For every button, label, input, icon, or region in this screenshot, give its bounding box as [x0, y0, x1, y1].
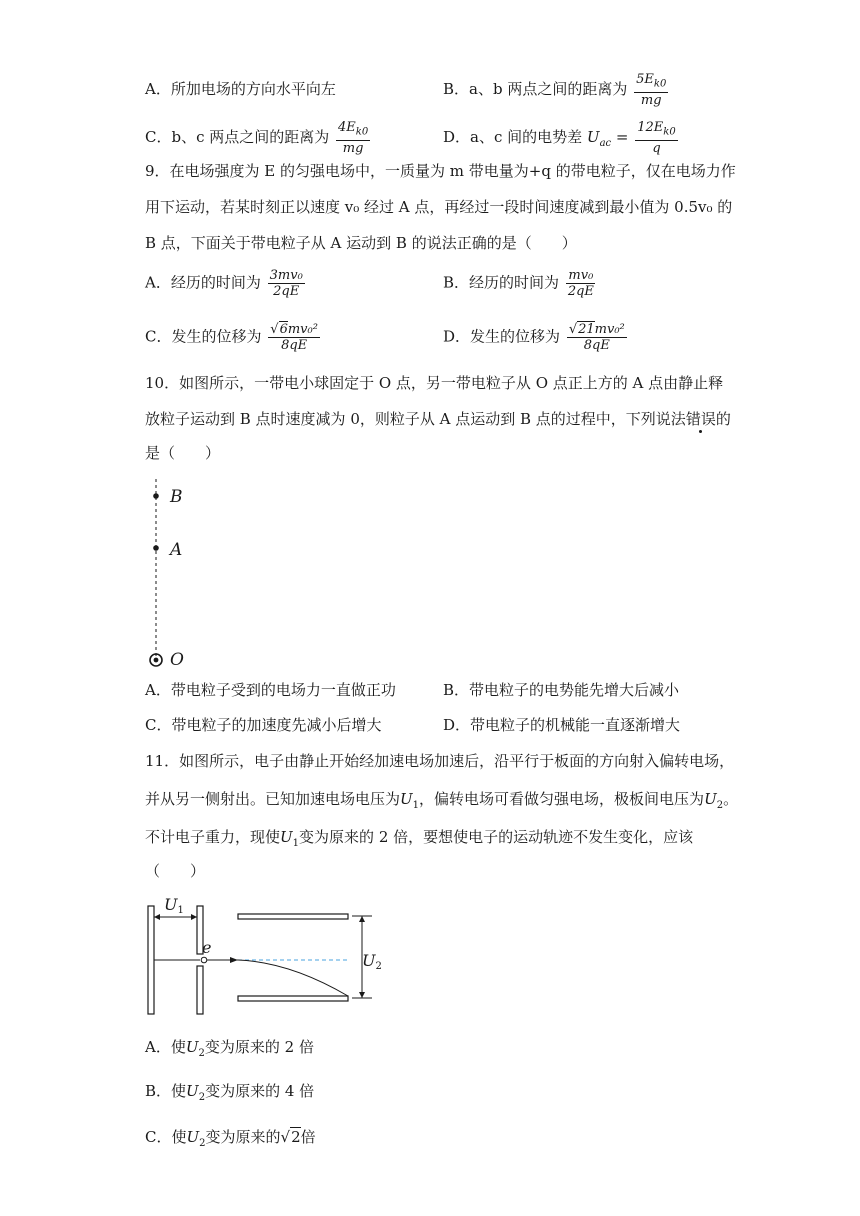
q11-u2-symbol: U: [704, 790, 717, 808]
q11-deflected-trajectory: [238, 960, 348, 996]
q11-line2-a: 并从另一侧射出。已知加速电场电压为: [145, 790, 401, 808]
q9-option-a: [145, 268, 307, 299]
q11-u2-sub: 2: [716, 800, 724, 811]
q11-b-prefix: B．使: [145, 1082, 187, 1100]
q11-stem-line-1: 11．如图所示，电子由静止开始经加速电场加速后，沿平行于板面的方向射入偏转电场，: [145, 752, 735, 770]
q8-option-c-fraction: [336, 120, 370, 156]
q11-fig-u2: U2: [362, 951, 382, 972]
q10-option-d: D．带电粒子的机械能一直逐渐增大: [443, 716, 681, 734]
q10-option-b: B．带电粒子的电势能先增大后减小: [443, 681, 680, 699]
q9-option-c-text: C．发生的位移为: [145, 327, 262, 346]
q11-stem-line-3: [145, 826, 693, 855]
q10-point-a: [153, 545, 159, 551]
q11-a-suffix: 变为原来的 2 倍: [204, 1038, 314, 1056]
q8-option-d-text: D．a、c 间的电势差: [443, 127, 583, 146]
q8-option-c-text: C．b、c 两点之间的距离为: [145, 127, 330, 146]
q11-deflection-upper-plate: [238, 914, 348, 919]
q10-stem-line-1: 10．如图所示，一带电小球固定于 O 点，另一带电粒子从 O 点正上方的 A 点由静止释: [145, 374, 724, 392]
q10-label-a: A: [170, 540, 183, 560]
q10-option-a: A．带电粒子受到的电场力一直做正功: [145, 681, 396, 699]
q8-d-den: q: [652, 140, 661, 156]
q8-option-d: [443, 120, 680, 156]
q10-point-b: [153, 493, 159, 499]
q11-line3-a: 不计电子重力，现使: [145, 828, 281, 846]
q11-option-b: [145, 1080, 314, 1109]
q9-c-den: 8qE: [281, 338, 308, 353]
q11-u2-arrow-top: [359, 916, 365, 922]
q9-option-c-fraction: $\frac{\text{√6mv₀²}}{8qE}$: [270, 322, 318, 353]
q11-a-u-sub: 2: [198, 1048, 205, 1059]
q8-d-num: 12E: [637, 120, 664, 135]
q11-b-suffix: 变为原来的 4 倍: [205, 1082, 315, 1100]
q10-label-o: O: [170, 650, 184, 670]
q11-c-root: 2: [291, 1128, 301, 1146]
q11-u1-arrow-left: [154, 914, 160, 920]
q10-charge-o-core: [154, 658, 159, 663]
q11-stem-line-4: （ ）: [145, 862, 206, 880]
q9-option-c: [145, 322, 322, 353]
q11-u1-sub-2: 1: [292, 838, 300, 849]
q11-c-u: U: [186, 1128, 200, 1146]
q8-d-num-sub: k0: [663, 126, 676, 138]
q9-a-num: 3mv₀: [269, 268, 303, 283]
q9-option-a-text: A．经历的时间为: [145, 273, 261, 292]
q9-option-a-fraction: [268, 268, 305, 299]
q8-d-equals: =: [611, 127, 634, 146]
q8-option-a: [145, 78, 336, 100]
q8-c-den: mg: [342, 140, 364, 156]
q11-line2-c: 。: [723, 790, 739, 808]
q8-option-d-fraction: [635, 120, 677, 156]
q11-u1-arrow-right: [191, 914, 197, 920]
q8-c-num-sub: k0: [355, 126, 369, 138]
q9-option-b-text: B．经历的时间为: [443, 273, 560, 292]
q8-option-a-text: A．所加电场的方向水平向左: [145, 80, 336, 98]
q11-beam-arrow: [230, 957, 238, 963]
q11-anode-lower: [197, 966, 203, 1014]
q11-deflection-lower-plate: [238, 996, 348, 1001]
q11-figure: [140, 892, 390, 1022]
q9-b-den: 2qE: [567, 284, 594, 299]
q9-stem-line-2: 用下运动，若某时刻正以速度 v₀ 经过 A 点，再经过一段时间速度减到最小值为 0.5v₀ 的: [145, 198, 733, 216]
q8-b-num-sub: k0: [653, 78, 667, 90]
q11-cathode-plate: [148, 906, 154, 1014]
q9-option-b: [443, 268, 598, 299]
q8-option-b-fraction: [634, 72, 668, 108]
q10-line2-c: 的: [715, 410, 731, 428]
q8-option-b-text: B．a、b 两点之间的距离为: [443, 79, 628, 98]
q10-line2-a: 放粒子运动到 B 点时速度减为 0，则粒子从 A 点运动到 B 点的过程中，下列说法: [145, 410, 686, 428]
q9-stem-line-3: B 点，下面关于带电粒子从 A 运动到 B 的说法正确的是（ ）: [145, 234, 577, 252]
q9-option-b-fraction: [566, 268, 596, 299]
q9-b-num: mv₀: [568, 268, 594, 283]
q10-stem-line-3: 是（ ）: [145, 444, 221, 462]
q11-a-u: U: [185, 1038, 199, 1056]
q8-option-b: [443, 72, 670, 108]
q8-d-symbol-sub: ac: [599, 137, 612, 149]
q9-option-d-fraction: $\frac{\text{√21mv₀²}}{8qE}$: [568, 322, 625, 353]
q9-stem-line-1: 9．在电场强度为 E 的匀强电场中，一质量为 m 带电量为+q 的带电粒子，仅在电场力作: [145, 162, 736, 180]
q11-fig-e: e: [202, 938, 212, 957]
q8-b-den: mg: [640, 92, 662, 108]
q8-option-c: [145, 120, 372, 156]
q11-option-a: [145, 1036, 314, 1065]
q10-label-b: B: [170, 487, 183, 507]
q11-option-c: C．使$U_2$变为原来的√2倍: [145, 1128, 316, 1149]
q11-u1-symbol-2: U: [280, 828, 293, 846]
q9-d-den: 8qE: [583, 338, 610, 353]
q10-emphasis-wrong: 错误: [685, 410, 716, 428]
q11-fig-u1: U1: [164, 895, 184, 916]
q11-c-suffix: 倍: [300, 1128, 316, 1146]
q9-d-num-rest: mv₀²: [594, 322, 625, 337]
q11-a-prefix: A．使: [145, 1038, 186, 1056]
q11-b-u: U: [186, 1082, 199, 1100]
q9-c-root: 6: [279, 322, 288, 337]
q11-c-prefix: C．使: [145, 1128, 187, 1146]
q9-a-den: 2qE: [273, 284, 300, 299]
q11-c-middle: 变为原来的: [205, 1128, 281, 1146]
q9-d-root: 21: [578, 322, 595, 337]
q9-option-d: [443, 322, 629, 353]
q11-u2-arrow-bottom: [359, 992, 365, 998]
q8-c-num: 4E: [338, 120, 356, 135]
q10-figure: [140, 475, 200, 675]
q8-d-symbol: U: [586, 127, 600, 146]
q11-stem-line-2: [145, 788, 738, 817]
q10-option-c: C．带电粒子的加速度先减小后增大: [145, 716, 382, 734]
q11-b-u-sub: 2: [198, 1092, 206, 1103]
q11-c-u-sub: 2: [199, 1138, 206, 1149]
q9-option-d-text: D．发生的位移为: [443, 327, 561, 346]
q9-c-num-rest: mv₀²: [287, 322, 318, 337]
q11-line2-b: ，偏转电场可看做匀强电场，极板间电压为: [419, 790, 705, 808]
q10-stem-line-2: [145, 408, 731, 430]
q11-line3-b: 变为原来的 2 倍，要想使电子的运动轨迹不发生变化，应该: [299, 828, 694, 846]
q11-electron: [201, 957, 207, 963]
q11-u1-symbol: U: [400, 790, 413, 808]
q8-b-num: 5E: [636, 72, 654, 87]
q11-u1-sub: 1: [412, 800, 420, 811]
